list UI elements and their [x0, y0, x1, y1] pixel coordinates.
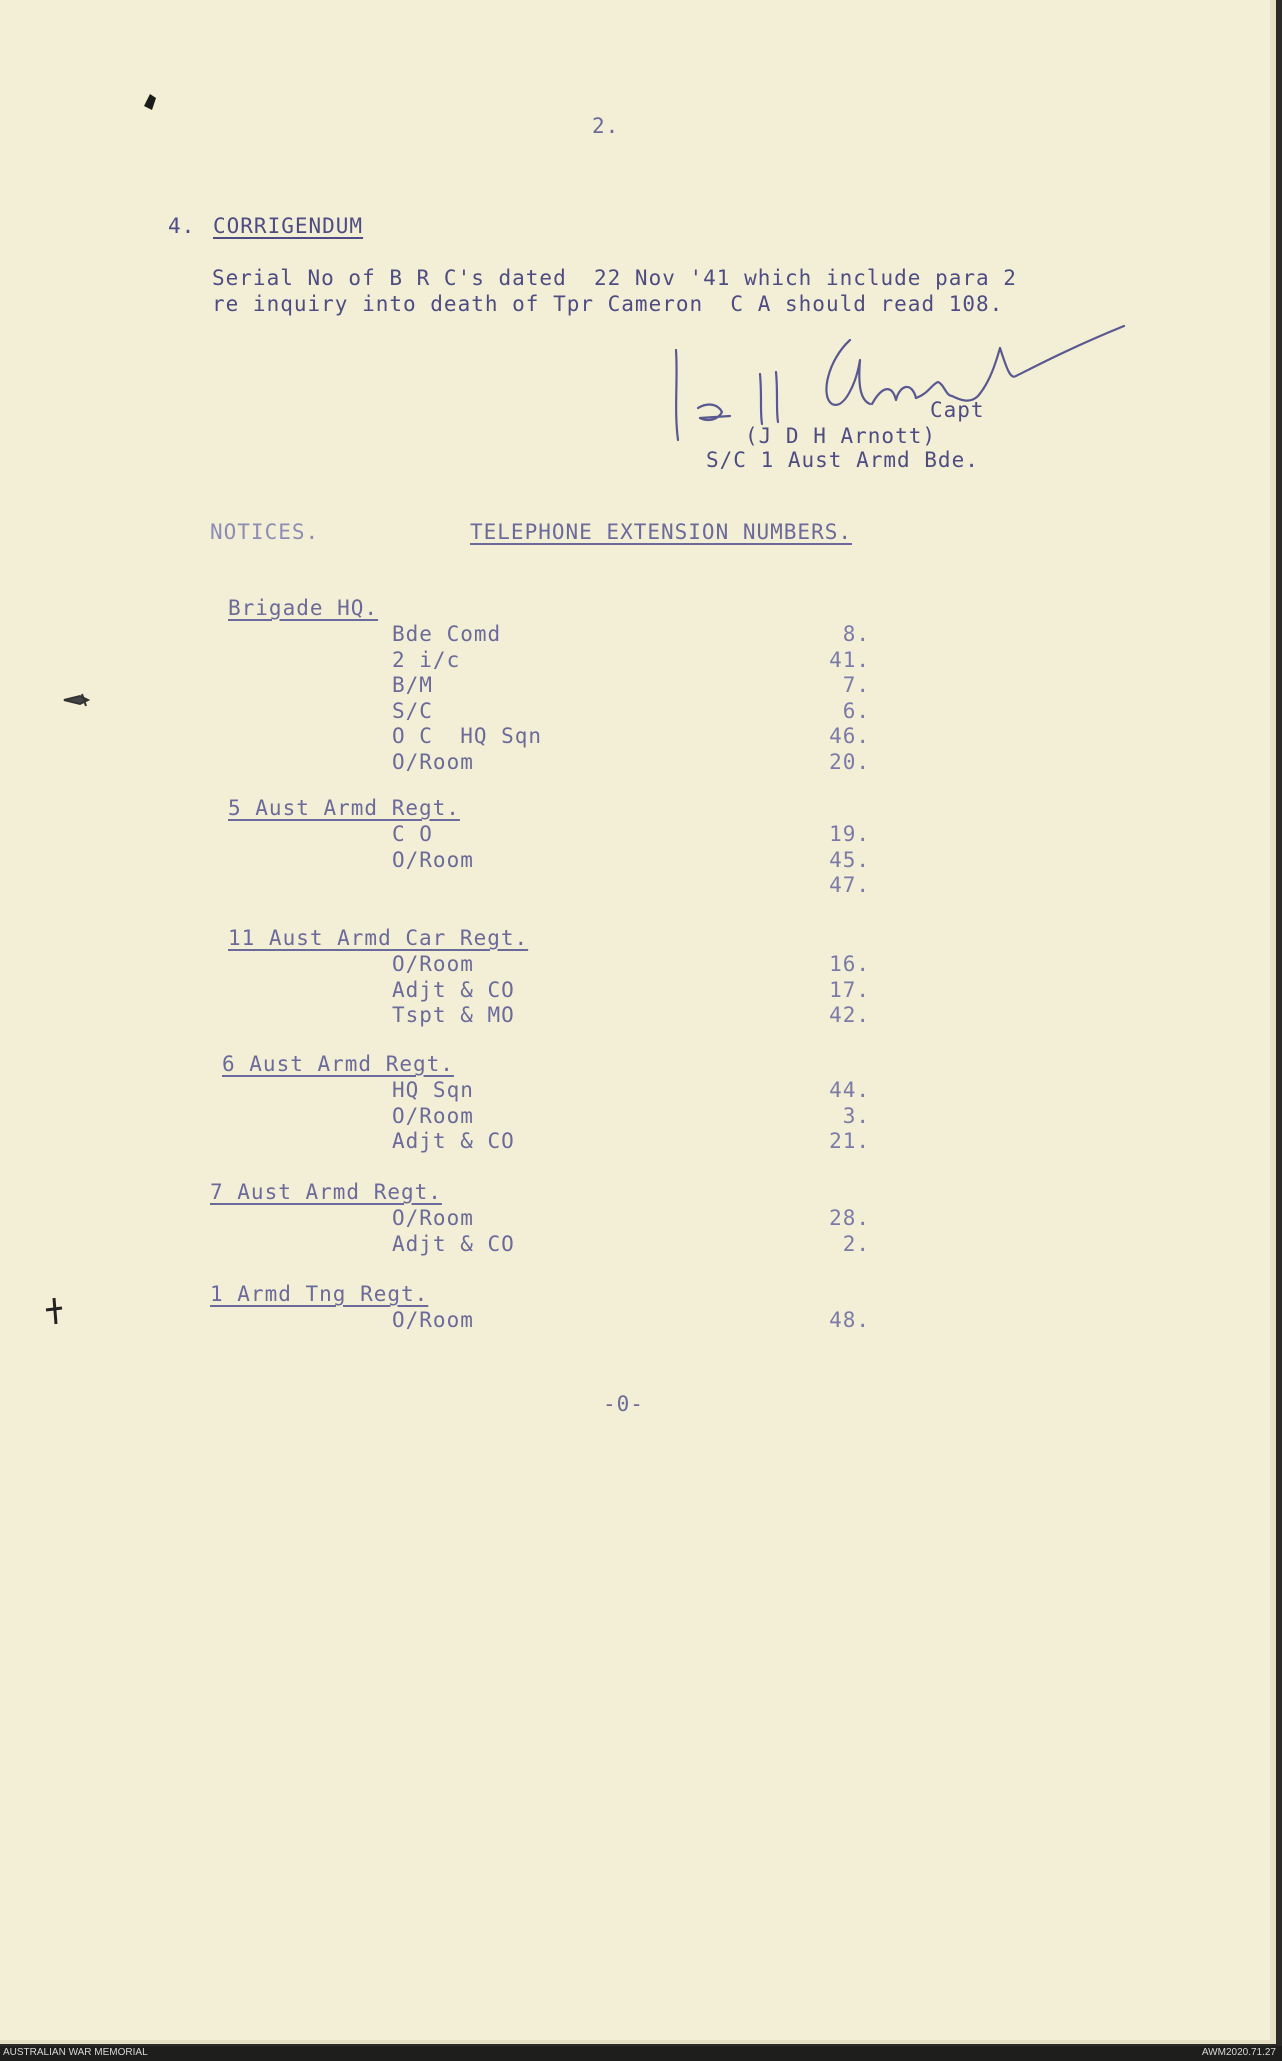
- signature-rank: Capt: [930, 398, 985, 422]
- extension-label: O C HQ Sqn: [392, 724, 543, 748]
- extension-number: 7.: [842, 673, 870, 697]
- notices-label: NOTICES.: [210, 520, 320, 544]
- extension-label: HQ Sqn: [392, 1078, 474, 1102]
- extension-label: O/Room: [392, 749, 474, 774]
- extension-label: C O: [392, 822, 433, 846]
- extension-number: 47.: [829, 873, 870, 897]
- extension-label: S/C: [392, 698, 433, 723]
- group-title: 1 Armd Tng Regt.: [210, 1282, 429, 1306]
- extension-number: 45.: [829, 847, 870, 872]
- extension-number: 21.: [829, 1129, 870, 1153]
- group-title: 5 Aust Armd Regt.: [228, 796, 460, 820]
- section-title: CORRIGENDUM: [213, 214, 364, 238]
- extension-number: 44.: [829, 1078, 870, 1102]
- signature-name: (J D H Arnott): [745, 424, 937, 448]
- group-title: 7 Aust Armd Regt.: [210, 1180, 442, 1204]
- extension-number: 16.: [829, 952, 870, 976]
- extension-label: B/M: [392, 673, 433, 697]
- page-number: 2.: [592, 114, 620, 138]
- section-number: 4.: [168, 214, 196, 238]
- telephone-extension-title: TELEPHONE EXTENSION NUMBERS.: [470, 520, 853, 544]
- group-title: 6 Aust Armd Regt.: [222, 1052, 454, 1076]
- extension-label: Bde Comd: [392, 622, 502, 646]
- extension-label: Adjt & CO: [392, 1231, 515, 1256]
- corrigendum-line: Serial No of B R C's dated 22 Nov '41 which include para 2: [212, 266, 1017, 290]
- extension-number: 46.: [829, 724, 870, 748]
- archive-name: AUSTRALIAN WAR MEMORIAL: [3, 2047, 148, 2058]
- extension-label: Adjt & CO: [392, 1129, 515, 1153]
- pin-hole-mark: [138, 88, 164, 118]
- archive-reference: AWM2020.71.27: [1201, 2047, 1276, 2058]
- extension-label: Adjt & CO: [392, 977, 515, 1002]
- pin-hole-mark: [36, 1290, 76, 1330]
- extension-label: O/Room: [392, 1206, 474, 1230]
- extension-number: 20.: [829, 749, 870, 774]
- extension-number: 19.: [829, 822, 870, 846]
- extension-number: 8.: [842, 622, 870, 646]
- extension-number: 6.: [842, 698, 870, 723]
- extension-label: O/Room: [392, 952, 474, 976]
- extension-label: O/Room: [392, 1308, 474, 1332]
- extension-label: O/Room: [392, 847, 474, 872]
- extension-label: Tspt & MO: [392, 1003, 515, 1027]
- group-title: Brigade HQ.: [228, 596, 379, 620]
- extension-label: 2 i/c: [392, 647, 461, 672]
- pin-hole-mark: [62, 688, 102, 712]
- extension-number: 17.: [829, 977, 870, 1002]
- extension-number: 42.: [829, 1003, 870, 1027]
- extension-number: 48.: [829, 1308, 870, 1332]
- signature-unit: S/C 1 Aust Armd Bde.: [706, 448, 979, 472]
- end-mark: -0-: [603, 1392, 644, 1416]
- archive-footer: [0, 2046, 1282, 2061]
- group-title: 11 Aust Armd Car Regt.: [228, 926, 529, 950]
- corrigendum-line: re inquiry into death of Tpr Cameron C A should read 108.: [212, 292, 1004, 316]
- extension-number: 3.: [842, 1103, 870, 1128]
- extension-number: 41.: [829, 647, 870, 672]
- extension-label: O/Room: [392, 1103, 474, 1128]
- extension-number: 2.: [842, 1231, 870, 1256]
- extension-number: 28.: [829, 1206, 870, 1230]
